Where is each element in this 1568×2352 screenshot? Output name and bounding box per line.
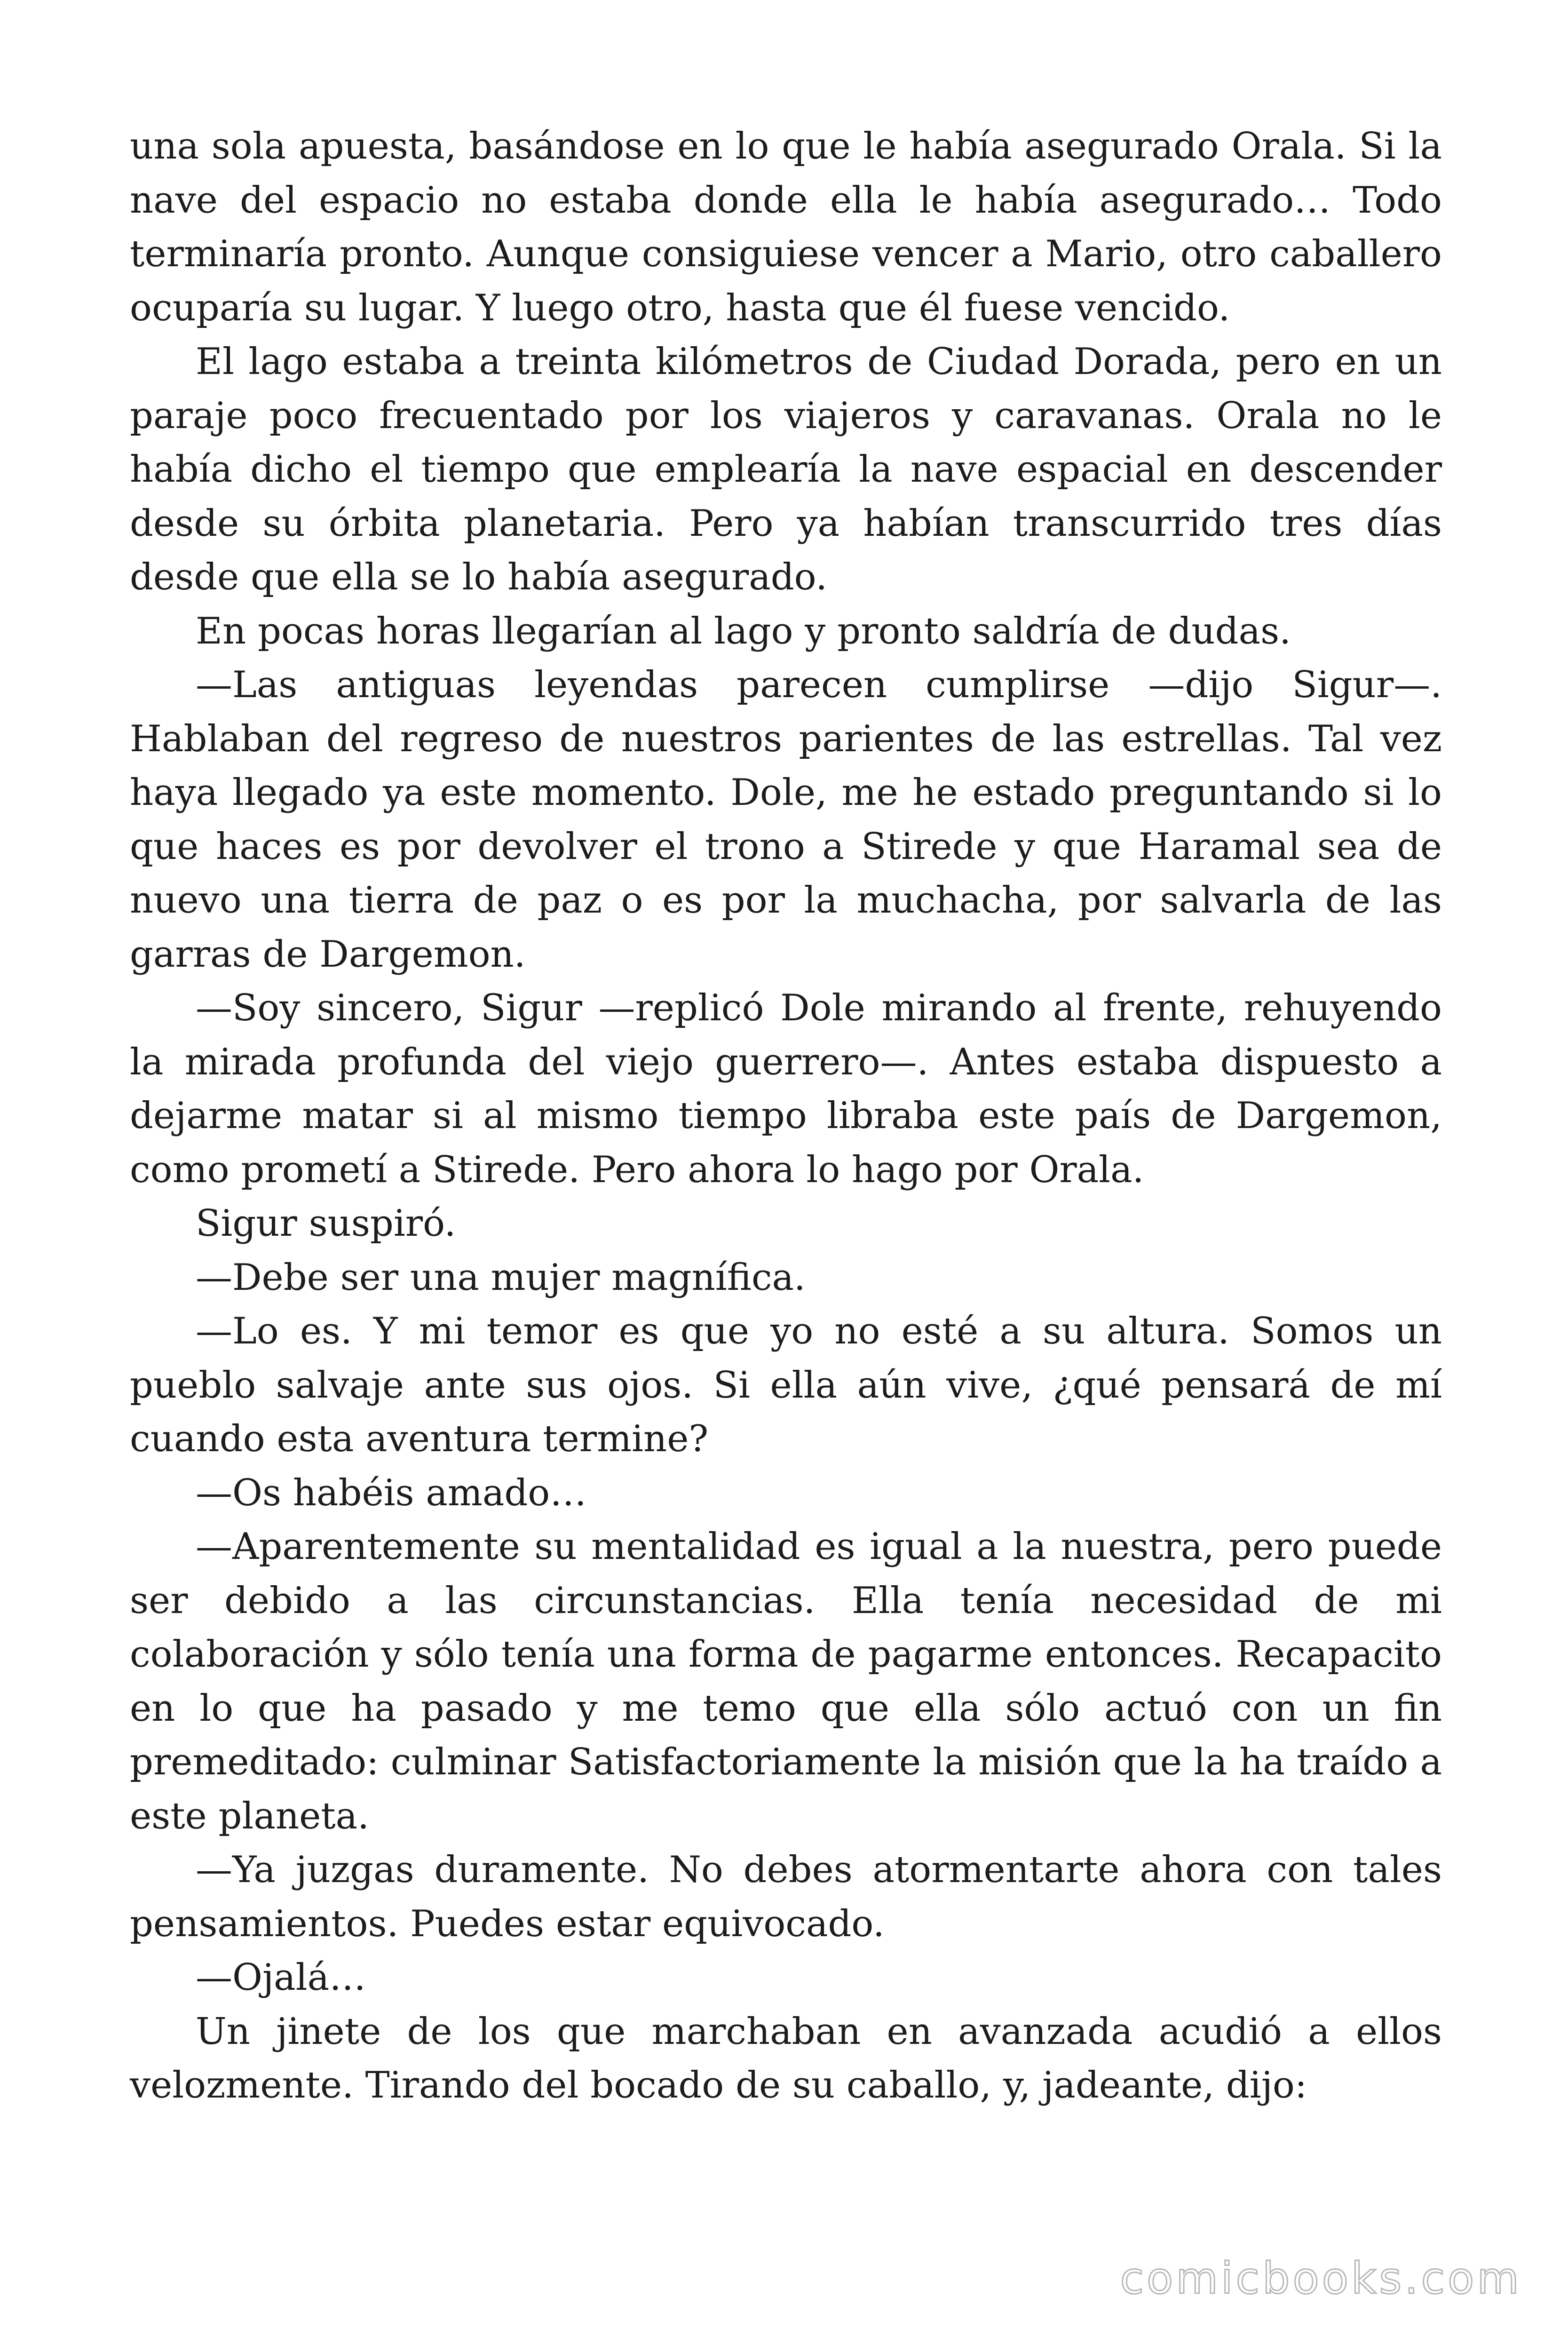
watermark: comicbooks.com xyxy=(1120,2253,1522,2304)
paragraph: —Debe ser una mujer magnífica. xyxy=(196,1256,806,1299)
paragraph: En pocas horas llegarían al lago y pronto saldría de dudas. xyxy=(196,610,1291,652)
paragraph: una sola apuesta, basándose en lo que le había asegurado Orala. Si la nave del espacio no estaba donde ella le había asegurado… Todo terminaría pronto. Aunque consiguiese vencer a Mario, otro caballero ocuparía su lugar. Y luego otro, hasta que él fuese vencido. xyxy=(130,125,1442,329)
paragraph: El lago estaba a treinta kilómetros de Ciudad Dorada, pero en un paraje poco frecuentado por los viajeros y caravanas. Orala no le había dicho el tiempo que emplearía la nave espacial en descender desde su órbita planetaria. Pero ya habían transcurrido tres días desde que ella se lo había asegurado. xyxy=(130,341,1442,598)
paragraph: Un jinete de los que marchaban en avanzada acudió a ellos velozmente. Tirando del bocado de su caballo, y, jadeante, dijo: xyxy=(130,2010,1442,2106)
paragraph: —Ya juzgas duramente. No debes atormentarte ahora con tales pensamientos. Puedes estar equivocado. xyxy=(130,1849,1442,1945)
page-body-text xyxy=(130,119,1442,2113)
paragraph: —Las antiguas leyendas parecen cumplirse —dijo Sigur—. Hablaban del regreso de nuestros parientes de las estrellas. Tal vez haya llegado ya este momento. Dole, me he estado preguntando si lo que haces es por devolver el trono a Stirede y que Haramal sea de nuevo una tierra de paz o es por la muchacha, por salvarla de las garras de Dargemon. xyxy=(130,664,1442,976)
paragraph: —Lo es. Y mi temor es que yo no esté a su altura. Somos un pueblo salvaje ante sus ojos. Si ella aún vive, ¿qué pensará de mí cuando esta aventura termine? xyxy=(130,1310,1442,1460)
paragraph: —Ojalá… xyxy=(196,1956,366,1999)
paragraph: —Os habéis amado… xyxy=(196,1471,587,1514)
paragraph: Sigur suspiró. xyxy=(196,1202,456,1245)
paragraph: —Soy sincero, Sigur —replicó Dole mirando al frente, rehuyendo la mirada profunda del viejo guerrero—. Antes estaba dispuesto a dejarme matar si al mismo tiempo libraba este país de Dargemon, como prometí a Stirede. Pero ahora lo hago por Orala. xyxy=(130,987,1442,1191)
paragraph: —Aparentemente su mentalidad es igual a la nuestra, pero puede ser debido a las circunstancias. Ella tenía necesidad de mi colaboración y sólo tenía una forma de pagarme entonces. Recapacito en lo que ha pasado y me temo que ella sólo actuó con un fin premeditado: culminar Satisfactoriamente la misión que la ha traído a este planeta. xyxy=(130,1526,1442,1837)
